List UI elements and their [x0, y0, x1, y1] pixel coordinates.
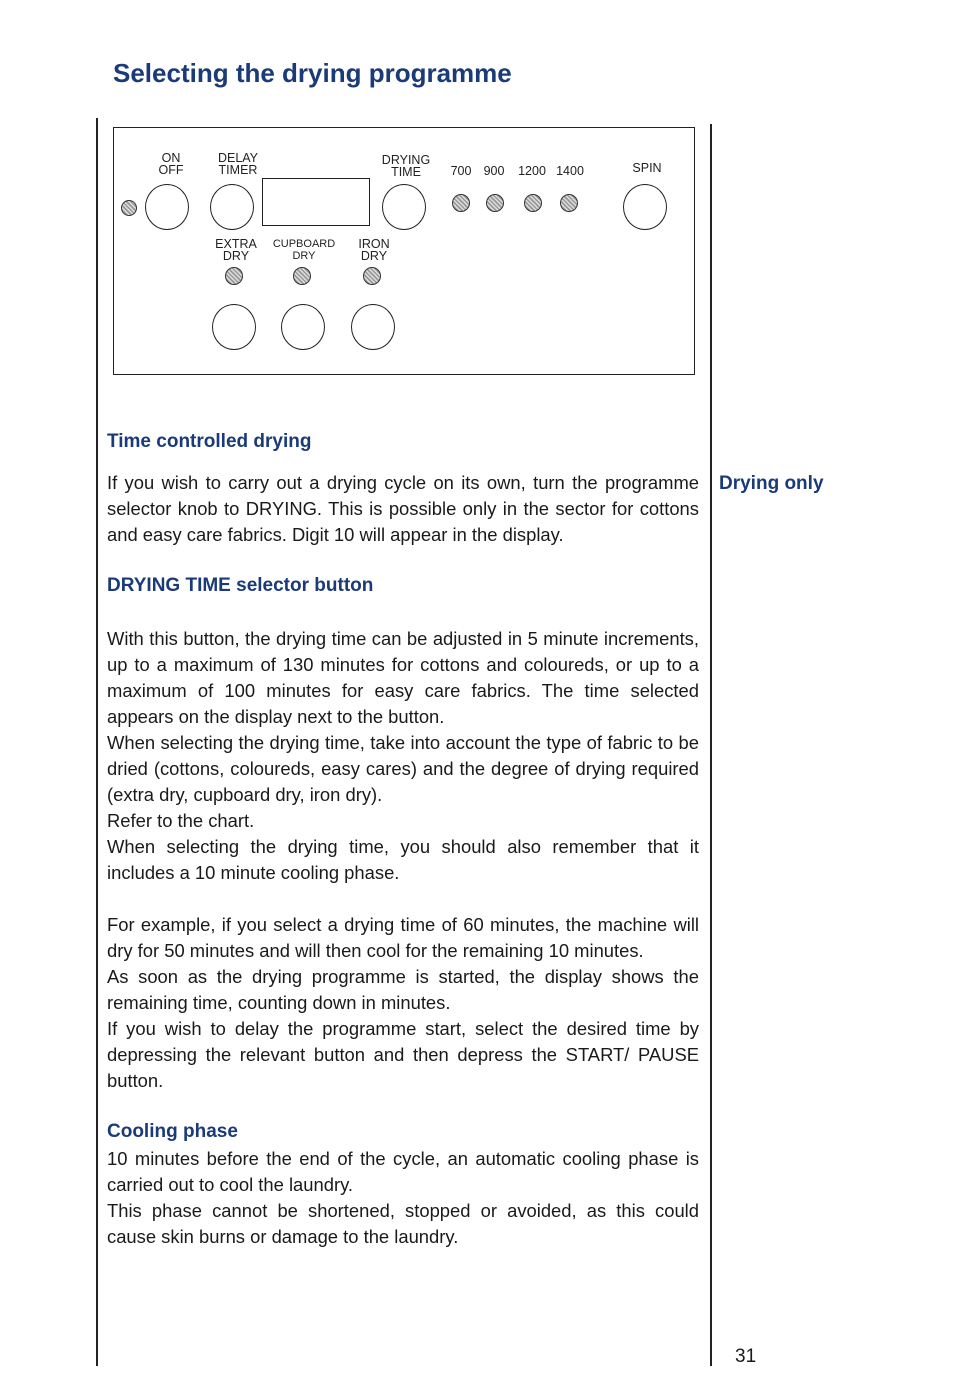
delay-timer-label: DELAY TIMER: [217, 151, 259, 177]
speed-led-1200: [524, 194, 542, 212]
speed-label-700: 700: [450, 164, 472, 178]
drying-time-button[interactable]: [382, 184, 426, 230]
paragraph: When selecting the drying time, you should also remember that it includes a 10 minute cooling phase.: [107, 836, 699, 883]
on-off-label: ON OFF: [158, 151, 184, 177]
speed-label-1400: 1400: [556, 164, 584, 178]
paragraph: As soon as the drying programme is started, the display shows the remaining time, counting down in minutes.: [107, 966, 699, 1013]
left-margin-rule: [96, 118, 98, 1366]
page-title: Selecting the drying programme: [113, 58, 512, 88]
on-off-button[interactable]: [145, 184, 189, 230]
paragraph: With this button, the drying time can be adjusted in 5 minute increments, up to a maximum of 130 minutes for cottons and coloureds, or up to a maximum of 100 minutes for easy care fabrics. The time selected appears on the display next to the button.: [107, 628, 699, 727]
paragraph: If you wish to delay the programme start, select the desired time by depressing the relevant button and then depress the START/ PAUSE button.: [107, 1018, 699, 1091]
section-heading-time-controlled: Time controlled drying: [107, 431, 312, 452]
paragraph: Refer to the chart.: [107, 810, 255, 831]
power-indicator-led: [121, 200, 137, 216]
cupboard-dry-button[interactable]: [281, 304, 325, 350]
right-column-rule: [710, 124, 712, 1366]
time-display: [262, 178, 370, 226]
paragraph: When selecting the drying time, take into account the type of fabric to be dried (cottons, coloureds, easy cares) and the degree of drying required (extra dry, cupboard dry, iron dry).: [107, 732, 699, 805]
paragraph: This phase cannot be shortened, stopped or avoided, as this could cause skin burns or damage to the laundry.: [107, 1200, 699, 1247]
speed-led-1400: [560, 194, 578, 212]
section-heading-drying-time-button: DRYING TIME selector button: [107, 575, 374, 596]
spin-label: SPIN: [632, 161, 662, 175]
delay-timer-button[interactable]: [210, 184, 254, 230]
iron-dry-led: [363, 267, 381, 285]
speed-label-900: 900: [483, 164, 505, 178]
iron-dry-label: IRON DRY: [358, 237, 390, 263]
extra-dry-led: [225, 267, 243, 285]
cupboard-dry-label: CUPBOARD DRY: [272, 238, 336, 262]
main-text-column: [107, 428, 699, 1250]
speed-led-900: [486, 194, 504, 212]
page-number: 31: [735, 1346, 757, 1367]
paragraph: 10 minutes before the end of the cycle, an automatic cooling phase is carried out to cool the laundry.: [107, 1148, 699, 1195]
extra-dry-button[interactable]: [212, 304, 256, 350]
speed-label-1200: 1200: [518, 164, 546, 178]
cupboard-dry-led: [293, 267, 311, 285]
paragraph: If you wish to carry out a drying cycle on its own, turn the programme selector knob to DRYING. This is possible only in the sector for cottons and easy care fabrics. Digit 10 will appear in the display.: [107, 472, 699, 545]
extra-dry-label: EXTRA DRY: [215, 237, 257, 263]
section-heading-cooling-phase: Cooling phase: [107, 1121, 238, 1142]
paragraph: For example, if you select a drying time of 60 minutes, the machine will dry for 50 minutes and will then cool for the remaining 10 minutes.: [107, 914, 699, 961]
drying-time-label: DRYING TIME: [381, 153, 431, 179]
control-panel-diagram: [113, 127, 695, 375]
speed-led-700: [452, 194, 470, 212]
iron-dry-button[interactable]: [351, 304, 395, 350]
side-heading-drying-only: Drying only: [719, 473, 824, 494]
spin-button[interactable]: [623, 184, 667, 230]
